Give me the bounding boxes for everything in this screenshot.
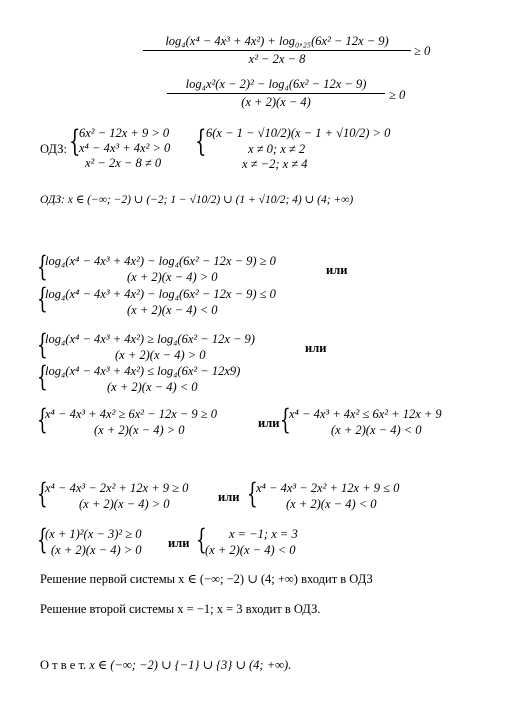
fraction-1-numerator: log₄(x⁴ − 4x³ + 4x²) + log₀,₂₅(6x² − 12x − 9) (165, 34, 389, 48)
answer-label: О т в е т. (40, 658, 87, 672)
odz-left-brace: { (69, 124, 81, 159)
or-label-1: или (326, 263, 348, 277)
system-e-row-1: x⁴ − 4x³ + 4x² ≥ 6x² − 12x − 9 ≥ 0 (45, 407, 218, 421)
fraction-1-denominator: x² − 2x − 8 (248, 51, 306, 66)
system-b-row-1: log₄(x⁴ − 4x³ + 4x²) − log₄(6x² − 12x − 9) ≤ 0 (45, 287, 276, 301)
solution-first-system: Решение первой системы x ∈ (−∞; −2) ∪ (4; +∞) входит в ОДЗ (40, 572, 373, 586)
system-b-row-2: (x + 2)(x − 4) < 0 (127, 303, 218, 317)
system-f-brace: { (280, 403, 291, 436)
odz-result: ОДЗ: x ∈ (−∞; −2) ∪ (−2; 1 − √10/2) ∪ (1 + √10/2; 4) ∪ (4; +∞) (40, 194, 354, 206)
system-e-brace: { (37, 403, 48, 436)
fraction-2-relation: ≥ 0 (389, 88, 406, 102)
or-label-5: или (168, 536, 190, 550)
system-i-brace: { (37, 523, 48, 556)
system-g-row-2: (x + 2)(x − 4) > 0 (79, 497, 170, 511)
solution-second-system: Решение второй системы x = −1; x = 3 входит в ОДЗ. (40, 602, 321, 616)
system-d-row-2: (x + 2)(x − 4) < 0 (107, 380, 198, 394)
odz-row-3: x² − 2x − 8 ≠ 0 (85, 156, 162, 170)
answer-text: x ∈ (−∞; −2) ∪ {−1} ∪ {3} ∪ (4; +∞). (89, 658, 292, 672)
fraction-1-relation: ≥ 0 (414, 44, 431, 58)
system-a-row-2: (x + 2)(x − 4) > 0 (127, 270, 218, 284)
inequality-fraction-1 (143, 35, 411, 65)
odz-solved-row-2: x ≠ 0; x ≠ 2 (248, 142, 306, 156)
system-j-row-2: (x + 2)(x − 4) < 0 (205, 543, 296, 557)
system-f-row-2: (x + 2)(x − 4) < 0 (331, 423, 422, 437)
system-h-brace: { (247, 477, 258, 510)
system-i-row-1: (x + 1)²(x − 3)² ≥ 0 (45, 527, 142, 541)
system-h-row-1: x⁴ − 4x³ − 2x² + 12x + 9 ≤ 0 (256, 481, 400, 495)
system-h-row-2: (x + 2)(x − 4) < 0 (286, 497, 377, 511)
system-j-brace: { (196, 523, 207, 556)
system-a-brace: { (37, 250, 48, 283)
system-f-row-1: x⁴ − 4x³ + 4x² ≤ 6x² + 12x + 9 (289, 407, 442, 421)
odz-label: ОДЗ: (40, 142, 67, 156)
odz-solved-brace: { (195, 124, 207, 159)
system-i-row-2: (x + 2)(x − 4) > 0 (51, 543, 142, 557)
system-c-brace: { (37, 328, 48, 361)
system-d-row-1: log₄(x⁴ − 4x³ + 4x²) ≤ log₄(6x² − 12x9) (45, 364, 241, 378)
or-label-2: или (305, 341, 327, 355)
system-g-brace: { (37, 477, 48, 510)
system-g-row-1: x⁴ − 4x³ − 2x² + 12x + 9 ≥ 0 (45, 481, 189, 495)
system-d-brace: { (37, 360, 48, 393)
system-b-brace: { (37, 282, 48, 315)
inequality-fraction-2 (167, 78, 385, 108)
system-j-row-1: x = −1; x = 3 (229, 527, 298, 541)
system-e-row-2: (x + 2)(x − 4) > 0 (94, 423, 185, 437)
odz-row-1: 6x² − 12x + 9 > 0 (79, 126, 170, 140)
odz-row-2: x⁴ − 4x³ + 4x² > 0 (79, 141, 171, 155)
system-c-row-2: (x + 2)(x − 4) > 0 (115, 348, 206, 362)
odz-solved-row-1: 6(x − 1 − √10/2)(x − 1 + √10/2) > 0 (206, 126, 391, 140)
system-c-row-1: log₄(x⁴ − 4x³ + 4x²) ≥ log₄(6x² − 12x − 9) (45, 332, 255, 346)
or-label-3: или (258, 416, 280, 430)
answer-line (40, 659, 291, 672)
odz-solved-row-3: x ≠ −2; x ≠ 4 (242, 157, 308, 171)
system-a-row-1: log₄(x⁴ − 4x³ + 4x²) − log₄(6x² − 12x − 9) ≥ 0 (45, 254, 276, 268)
or-label-4: или (218, 490, 240, 504)
fraction-2-numerator: log₄x²(x − 2)² − log₄(6x² − 12x − 9) (185, 77, 367, 91)
fraction-2-denominator: (x + 2)(x − 4) (241, 94, 311, 109)
